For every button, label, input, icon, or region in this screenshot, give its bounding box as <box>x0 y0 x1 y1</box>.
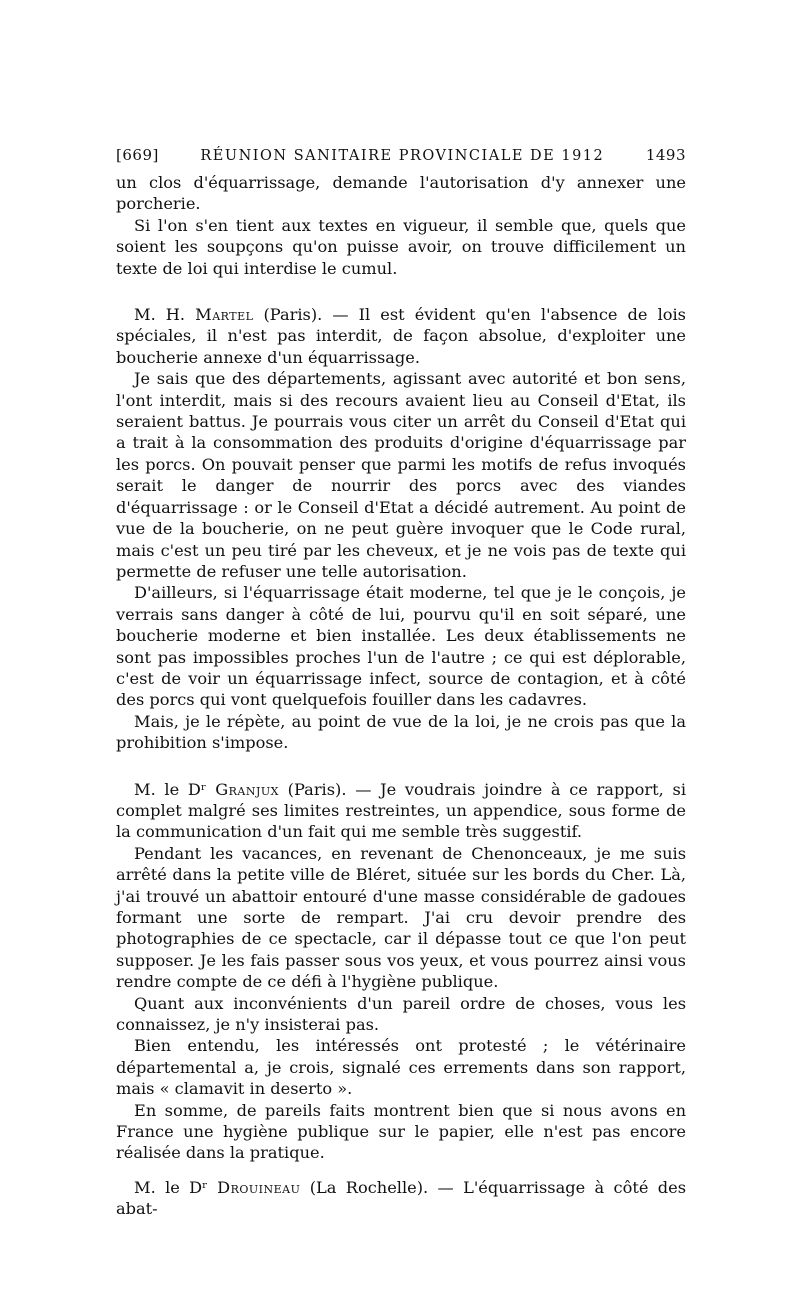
paragraph: En somme, de pareils faits montrent bien que si nous avons en France une hygiène publique sur le papier, elle n'est pas encore réalisée dans la pratique. <box>116 1100 686 1163</box>
running-header <box>116 146 686 164</box>
speaker-suffix: (La Rochelle). — <box>300 1177 464 1197</box>
paragraph: Bien entendu, les intéressés ont protesté ; le vétérinaire départemental a, je crois, signalé ces errements dans son rapport, mais « clamavit in deserto ». <box>116 1036 686 1099</box>
speaker-name: Drouineau <box>217 1177 301 1197</box>
speaker-suffix: (Paris). — <box>278 779 381 799</box>
document-page <box>116 146 686 1220</box>
paragraph-continuation: un clos d'équarrissage, demande l'autorisation d'y annexer une porcherie. <box>116 173 686 214</box>
speech-text: Il est évident qu'en l'absence de lois spéciales, il n'est pas interdit, de façon absolue, d'exploiter une boucherie annexe d'un équarrissage. <box>116 305 686 367</box>
speaker-prefix: M. le Dʳ <box>134 1177 218 1197</box>
speaker-name: Granjux <box>215 779 279 799</box>
speech-text: Je voudrais joindre à ce rapport, si complet malgré ses limites restreintes, un appendice, sous forme de la communication d'un fait qui me semble très suggestif. <box>116 779 686 842</box>
running-title: RÉUNION SANITAIRE PROVINCIALE DE 1912 <box>200 148 605 164</box>
speaker-paragraph-martel <box>116 304 686 368</box>
paragraph: D'ailleurs, si l'équarrissage était moderne, tel que je le conçois, je verrais sans danger à côté de lui, pourvu qu'il en soit séparé, une boucherie moderne et bien installée. Les deux établissements ne sont pas impossibles proches l'un de l'autre ; ce qui est déplorable, c'est de voir un équarrissage infect, source de contagion, et à côté des porcs qui vont quelquefois fouiller dans les cadavres. <box>116 583 686 710</box>
speaker-suffix: (Paris). — <box>253 305 359 325</box>
page-reference: [669] <box>116 146 159 164</box>
paragraph: Je sais que des départements, agissant avec autorité et bon sens, l'ont interdit, mais si des recours avaient lieu au Conseil d'Etat, ils seraient battus. Je pourrais vous citer un arrêt du Conseil d'Etat qui a trait à la consommation des produits d'origine d'équarrissage par les porcs. On pouvait penser que parmi les motifs de refus invoqués serait le danger de nourrir des porcs avec des viandes d'équarrissage : or le Conseil d'Etat a décidé autrement. Au point de vue de la boucherie, on ne peut guère invoquer que le Code rural, mais c'est un peu tiré par les cheveux, et je ne vois pas de texte qui permette de refuser une telle autorisation. <box>116 369 686 581</box>
speech-text: L'équarrissage à côté des abat- <box>116 1177 687 1219</box>
speaker-paragraph-drouineau <box>116 1177 686 1220</box>
speaker-paragraph-granjux <box>116 779 686 843</box>
paragraph: Quant aux inconvénients d'un pareil ordre de choses, vous les connaissez, je n'y insisterai pas. <box>116 993 686 1035</box>
paragraph: Si l'on s'en tient aux textes en vigueur, il semble que, quels que soient les soupçons qu'on puisse avoir, on trouve difficilement un texte de loi qui interdise le cumul. <box>116 215 686 278</box>
paragraph: Pendant les vacances, en revenant de Chenonceaux, je me suis arrêté dans la petite ville de Bléret, située sur les bords du Cher. Là, j'ai trouvé un abattoir entouré d'une masse considérable de gadoues formant une sorte de rempart. J'ai cru devoir prendre des photographies de ce spectacle, car il dépasse tout ce que l'on peut supposer. Je les fais passer sous vos yeux, et vous pourrez ainsi vous rendre compte de ce défi à l'hygiène publique. <box>116 843 686 992</box>
page-number: 1493 <box>645 146 686 164</box>
paragraph: Mais, je le répète, au point de vue de la loi, je ne crois pas que la prohibition s'impose. <box>116 711 686 753</box>
speaker-prefix: M. H. <box>134 305 196 325</box>
speaker-prefix: M. le Dʳ <box>134 779 216 799</box>
speaker-name: Martel <box>195 305 254 325</box>
